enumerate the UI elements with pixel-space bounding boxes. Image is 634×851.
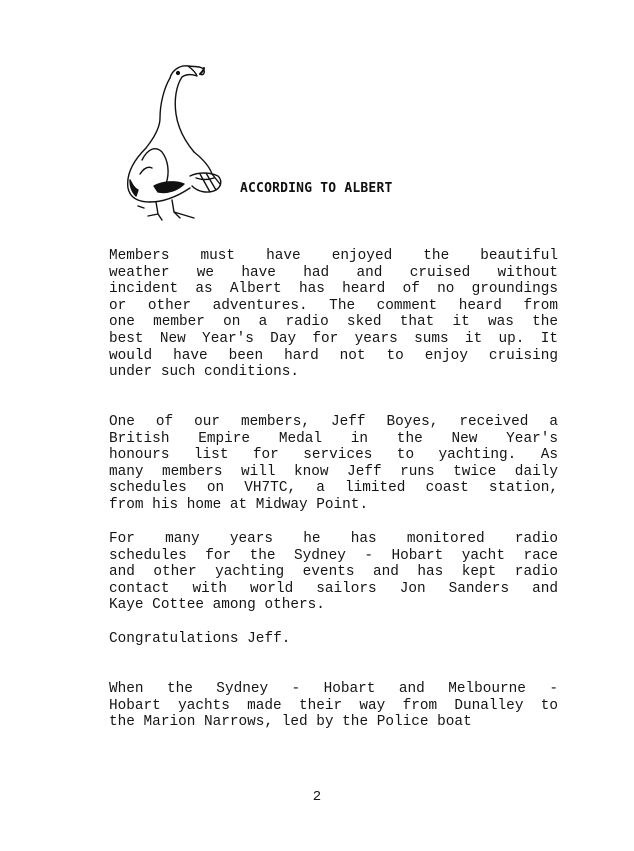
text-line: For many years he has monitored radio [109, 531, 558, 547]
text-line: schedules on VH7TC, a limited coast station, [109, 480, 558, 497]
paragraph-5 [109, 681, 558, 731]
text-line: the Marion Narrows, led by the Police boat [109, 714, 472, 731]
text-line: Congratulations Jeff. [109, 631, 291, 647]
paragraph-3 [109, 531, 558, 614]
text-line: contact with world sailors Jon Sanders and [109, 580, 558, 597]
text-line: weather we have had and cruised without [109, 264, 558, 281]
text-line: best New Year's Day for years sums it up. It [109, 330, 558, 347]
article-heading: ACCORDING TO ALBERT [240, 181, 393, 196]
text-line: Kaye Cottee among others. [109, 597, 325, 614]
text-line: Hobart yachts made their way from Dunalley to [109, 697, 558, 714]
text-line: Members must have enjoyed the beautiful [109, 248, 558, 264]
text-line: and other yachting events and has kept radio [109, 564, 558, 581]
page-number: 2 [312, 789, 322, 805]
paragraph-4 [109, 631, 558, 648]
text-line: or other adventures. The comment heard from [109, 297, 558, 314]
text-line: one member on a radio sked that it was the [109, 314, 558, 331]
text-line: One of our members, Jeff Boyes, received a [109, 414, 558, 430]
text-line: would have been hard not to enjoy cruising [109, 347, 558, 364]
paragraph-2 [109, 414, 558, 514]
text-line: incident as Albert has heard of no groundings [109, 281, 558, 298]
text-line: many members will know Jeff runs twice daily [109, 463, 558, 480]
text-line: When the Sydney - Hobart and Melbourne - [109, 681, 558, 697]
albatross-illustration [118, 56, 233, 226]
text-line: schedules for the Sydney - Hobart yacht race [109, 547, 558, 564]
text-line: under such conditions. [109, 364, 299, 381]
paragraph-1 [109, 248, 558, 381]
text-line: from his home at Midway Point. [109, 496, 369, 513]
text-line: British Empire Medal in the New Year's [109, 430, 558, 447]
text-line: honours list for services to yachting. As [109, 447, 558, 464]
